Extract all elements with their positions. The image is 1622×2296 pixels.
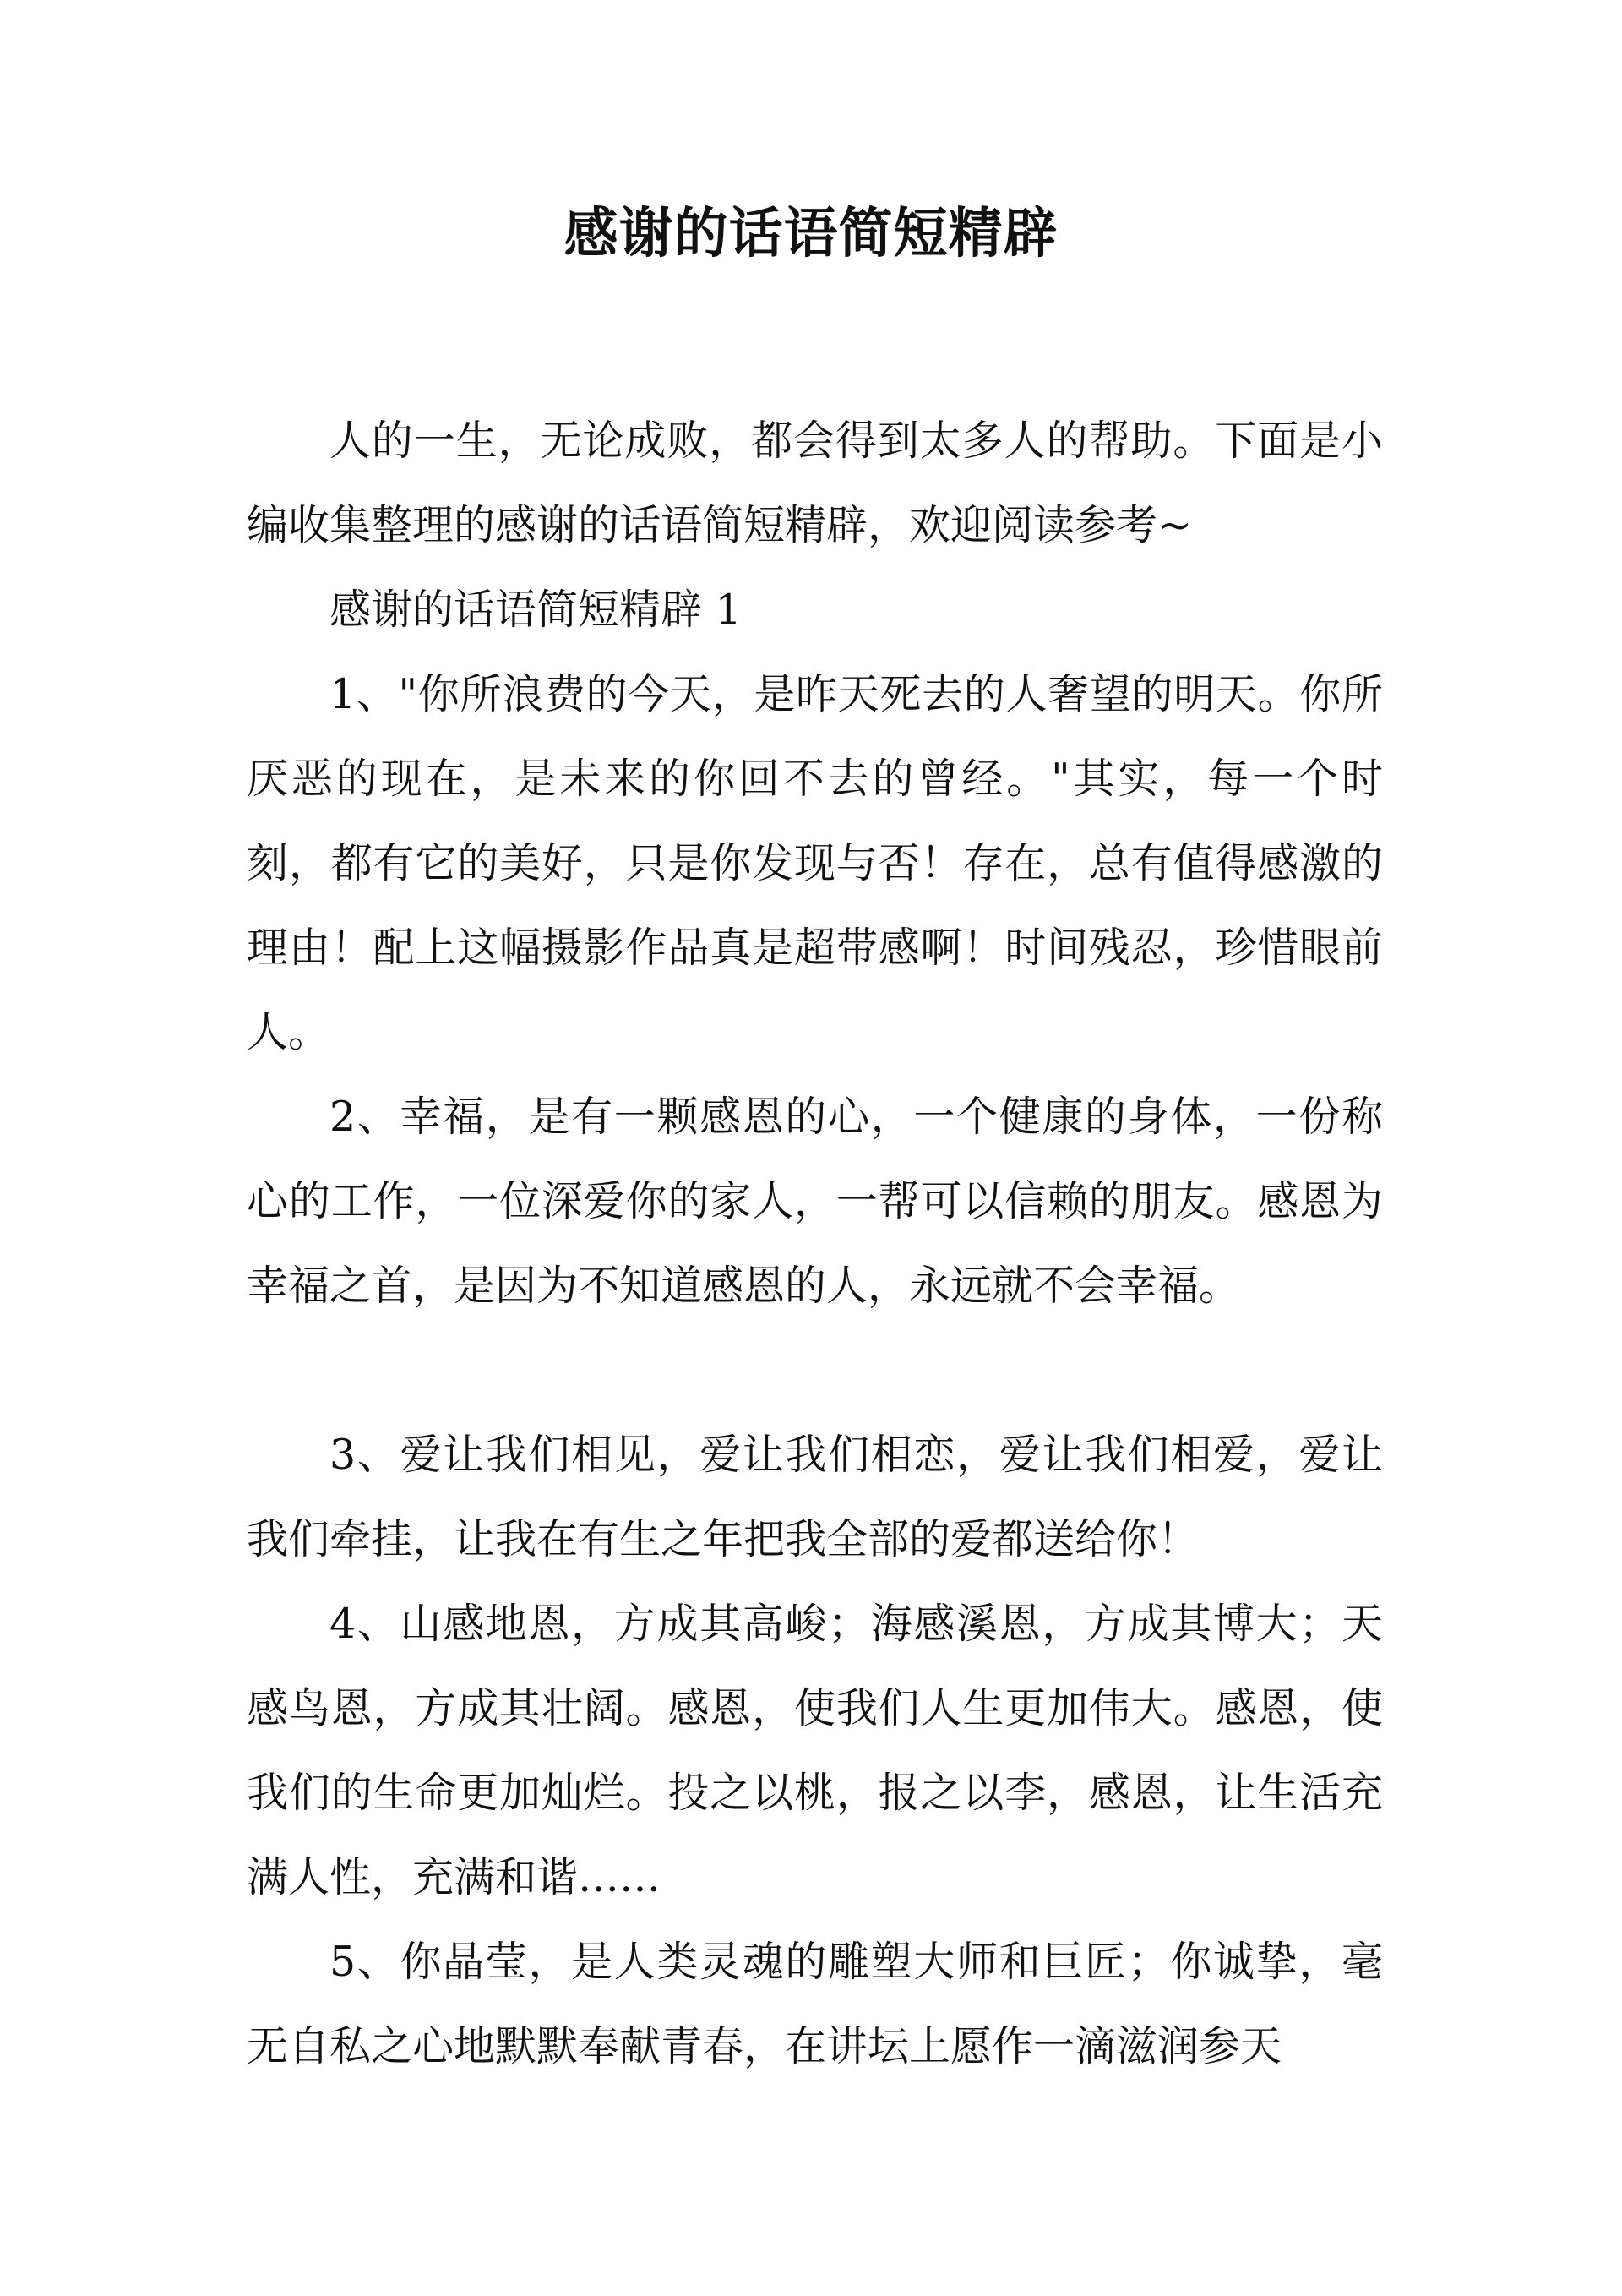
list-item-4: 4、山感地恩，方成其高峻；海感溪恩，方成其博大；天感鸟恩，方成其壮阔。感恩，使我们人生更加伟大。感恩，使我们的生命更加灿烂。投之以桃，报之以李，感恩，让生活充满人性，充满和谐…… (247, 1600, 1383, 1901)
document-body (247, 399, 1383, 2089)
list-item-2: 2、幸福，是有一颗感恩的心，一个健康的身体，一份称心的工作，一位深爱你的家人，一帮可以信赖的朋友。感恩为幸福之首，是因为不知道感恩的人，永远就不会幸福。 (247, 1093, 1383, 1310)
list-item-1: 1、"你所浪费的今天，是昨天死去的人奢望的明天。你所厌恶的现在，是未来的你回不去的曾经。"其实，每一个时刻，都有它的美好，只是你发现与否！存在，总有值得感激的理由！配上这幅摄影作品真是超带感啊！时间残忍，珍惜眼前人。 (247, 670, 1383, 1056)
list-item-3: 3、爱让我们相见，爱让我们相恋，爱让我们相爱，爱让我们牵挂，让我在有生之年把我全部的爱都送给你！ (247, 1431, 1383, 1563)
paragraph-gap (247, 1328, 1383, 1413)
document-title: 感谢的话语简短精辟 (563, 202, 1059, 265)
list-item-5: 5、你晶莹，是人类灵魂的雕塑大师和巨匠；你诚挚，毫无自私之心地默默奉献青春，在讲坛上愿作一滴滋润参天 (247, 1938, 1383, 2070)
section-heading: 感谢的话语简短精辟 1 (329, 586, 742, 634)
intro-paragraph: 人的一生，无论成败，都会得到太多人的帮助。下面是小编收集整理的感谢的话语简短精辟，欢迎阅读参考~ (247, 417, 1383, 549)
